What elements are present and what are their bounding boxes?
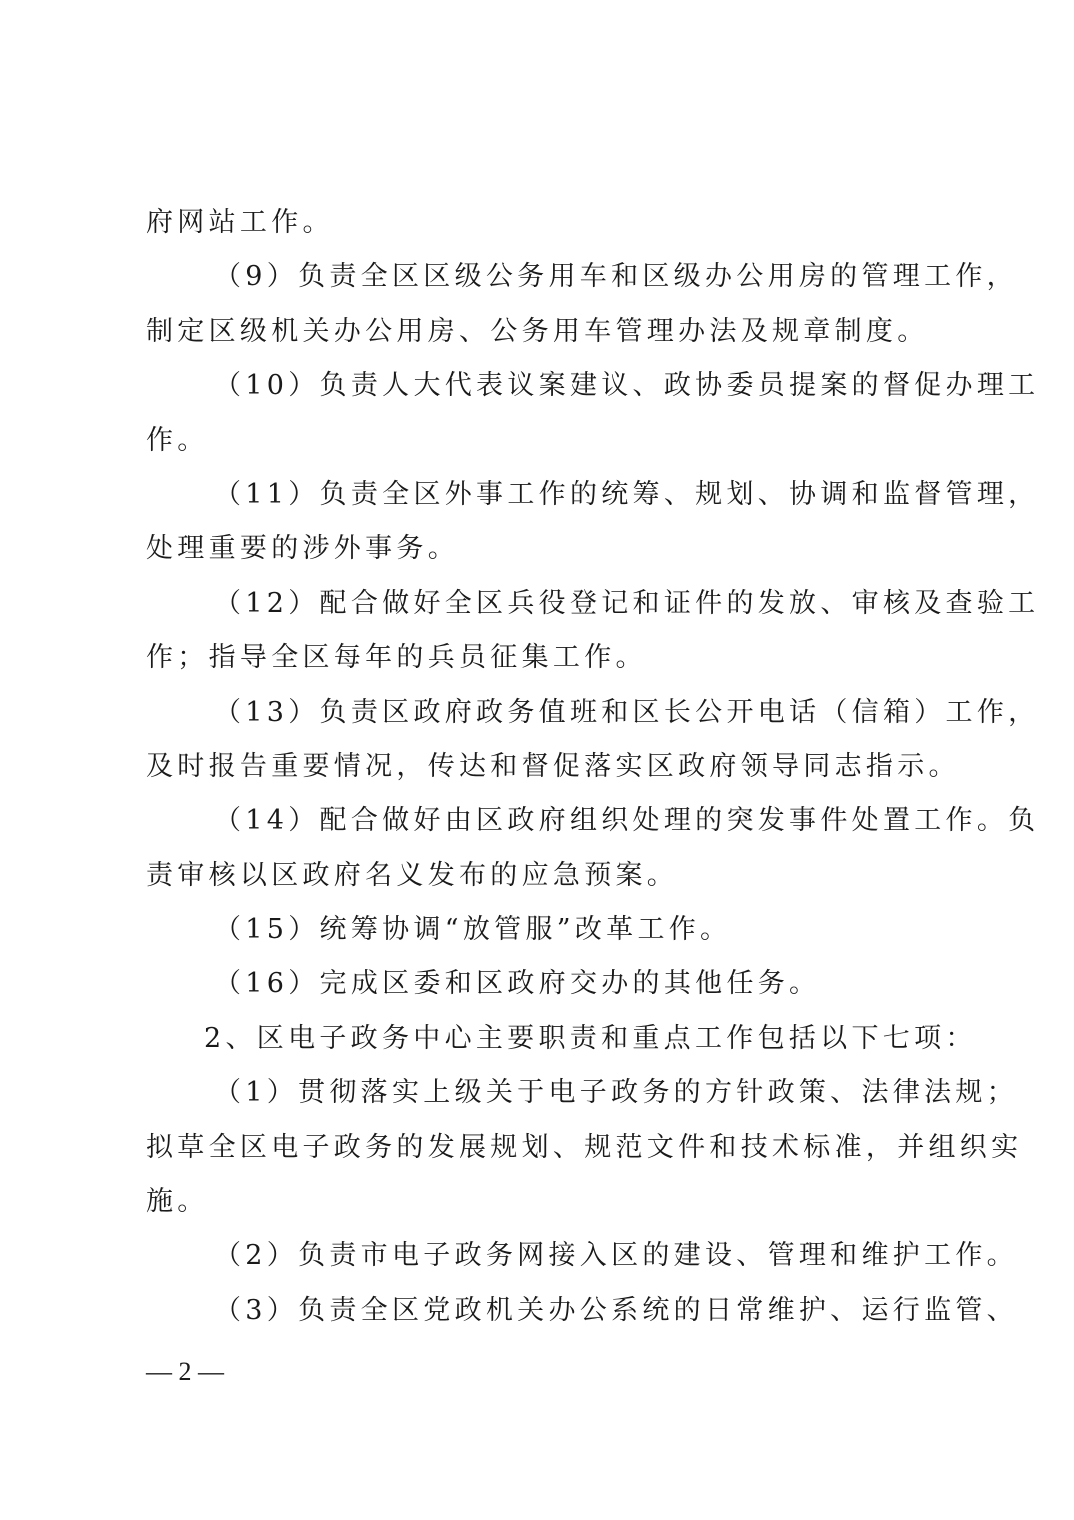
paragraph-line: （9）负责全区区级公务用车和区级办公用房的管理工作， <box>214 261 1018 293</box>
paragraph-line: 拟草全区电子政务的发展规划、规范文件和技术标准，并组织实 <box>146 1131 1023 1163</box>
paragraph-line: （2）负责市电子政务网接入区的建设、管理和维护工作。 <box>214 1240 1018 1272</box>
page-number: — 2 — <box>146 1357 224 1386</box>
paragraph-line: 府网站工作。 <box>146 207 334 238</box>
paragraph-line: （13）负责区政府政务值班和区长公开电话（信箱）工作， <box>214 696 1040 728</box>
paragraph-line: 作；指导全区每年的兵员征集工作。 <box>146 642 647 674</box>
paragraph-line: 制定区级机关办公用房、公务用车管理办法及规章制度。 <box>146 315 929 347</box>
paragraph-line: （3）负责全区党政机关办公系统的日常维护、运行监管、 <box>214 1294 1018 1326</box>
paragraph-line: （10）负责人大代表议案建议、政协委员提案的督促办理工 <box>214 370 1040 402</box>
paragraph-line: 责审核以区政府名义发布的应急预案。 <box>146 859 679 891</box>
paragraph-line: （15）统筹协调“放管服”改革工作。 <box>214 914 732 946</box>
document-body <box>146 196 1040 1338</box>
paragraph-line: 2、区电子政务中心主要职责和重点工作包括以下七项： <box>204 1022 977 1054</box>
paragraph-line: （14）配合做好由区政府组织处理的突发事件处置工作。负 <box>214 805 1040 837</box>
paragraph-line: 施。 <box>146 1186 209 1218</box>
paragraph-line: （16）完成区委和区政府交办的其他任务。 <box>214 968 821 1000</box>
paragraph-line: 作。 <box>146 424 209 456</box>
paragraph-line: 处理重要的涉外事务。 <box>146 533 459 565</box>
paragraph-line: （1）贯彻落实上级关于电子政务的方针政策、法律法规； <box>214 1077 1018 1109</box>
paragraph-line: （12）配合做好全区兵役登记和证件的发放、审核及查验工 <box>214 587 1040 619</box>
paragraph-line: 及时报告重要情况，传达和督促落实区政府领导同志指示。 <box>146 750 960 782</box>
paragraph-line: （11）负责全区外事工作的统筹、规划、协调和监督管理， <box>214 478 1040 510</box>
